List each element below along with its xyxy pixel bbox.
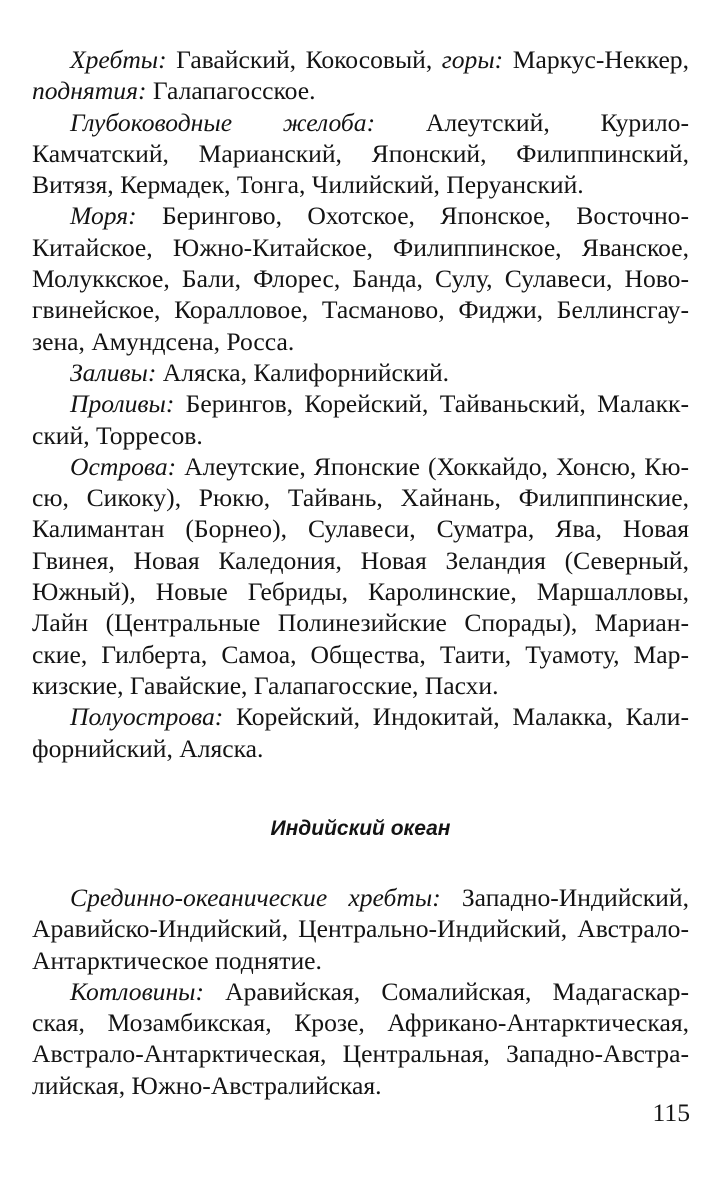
text-seas: Берингово, Охотское, Японское, Восточно-Китайское, Южно-Китайское, Филиппинское, Яванское, Молуккское, Бали, Флорес, Банда, Сулу, Сулавеси, Новогвинейское, Коралловое, Тасманово, Фиджи, Беллинсгаузена, Амундсена, Росса. bbox=[32, 201, 689, 356]
term-mountains: горы: bbox=[441, 45, 504, 74]
term-gulfs: Заливы: bbox=[70, 357, 157, 387]
paragraph-gulfs bbox=[32, 357, 689, 388]
term-rises: поднятия: bbox=[32, 76, 147, 106]
section-heading: Индийский океан bbox=[270, 817, 451, 840]
paragraph-straits bbox=[32, 388, 689, 451]
term-basins: Котловины: bbox=[70, 976, 205, 1006]
term-trenches: Глубоководные желоба: bbox=[70, 107, 376, 137]
text-gulfs: Аляска, Калифорнийский. bbox=[156, 357, 450, 387]
page-body bbox=[32, 44, 689, 1100]
indian-ocean-section bbox=[32, 882, 689, 1101]
term-mid-ocean-ridges: Срединно-океанические хребты: bbox=[70, 883, 441, 912]
paragraph-mid-ocean-ridges bbox=[32, 882, 689, 976]
text-straits: Берингов, Корейский, Тайваньский, Малаккский, Торресов. bbox=[32, 389, 689, 450]
term-peninsulas: Полуострова: bbox=[70, 702, 224, 732]
term-islands: Острова: bbox=[70, 451, 177, 481]
paragraph-ridges bbox=[32, 44, 689, 107]
paragraph-islands bbox=[32, 451, 689, 701]
text-trenches: Алеутский, Курило-Камчатский, Марианский, Японский, Филиппинский, Витязя, Кермадек, Тонга, Чилийский, Перуанский. bbox=[32, 107, 689, 200]
paragraph-seas bbox=[32, 200, 689, 356]
text-mid-ocean-ridges: Западно-Индийский, Аравийско-Индийский, Центрально-Индийский, Австрало-Антарктическое поднятие. bbox=[32, 883, 689, 975]
page-number: 115 bbox=[652, 1098, 690, 1127]
text-rises: Галапагосское. bbox=[146, 76, 316, 106]
paragraph-trenches bbox=[32, 107, 689, 201]
text-basins: Аравийская, Сомалийская, Мадагаскарская, Мозамбикская, Крозе, Африкано-Антарктическая, Австрало-Антарктическая, Центральная, Западно-Австралийская, Южно-Австралийская. bbox=[32, 976, 689, 1100]
term-seas: Моря: bbox=[70, 201, 137, 231]
text-ridges: Гавайский, Кокосовый, bbox=[166, 45, 442, 74]
text-islands: Алеутские, Японские (Хоккайдо, Хонсю, Кюсю, Сикоку), Рюкю, Тайвань, Хайнань, Филиппинские, Калимантан (Борнео), Сулавеси, Суматра, Ява, Новая Гвинея, Новая Каледония, Новая Зеландия (Северный, Южный), Новые Гебриды, Каролинские, Маршалловы, Лайн (Центральные Полинезийские Спорады), Марианские, Гилберта, Самоа, Общества, Таити, Туамоту, Маркизские, Гавайские, Галапагосские, Пасхи. bbox=[32, 451, 689, 700]
paragraph-peninsulas bbox=[32, 701, 689, 764]
text-mountains: Маркус-Неккер, bbox=[503, 45, 689, 74]
term-straits: Проливы: bbox=[70, 389, 175, 419]
text-peninsulas: Корейский, Индокитай, Малакка, Калифорнийский, Аляска. bbox=[32, 702, 689, 763]
paragraph-basins bbox=[32, 976, 689, 1101]
term-ridges: Хребты: bbox=[70, 45, 167, 74]
